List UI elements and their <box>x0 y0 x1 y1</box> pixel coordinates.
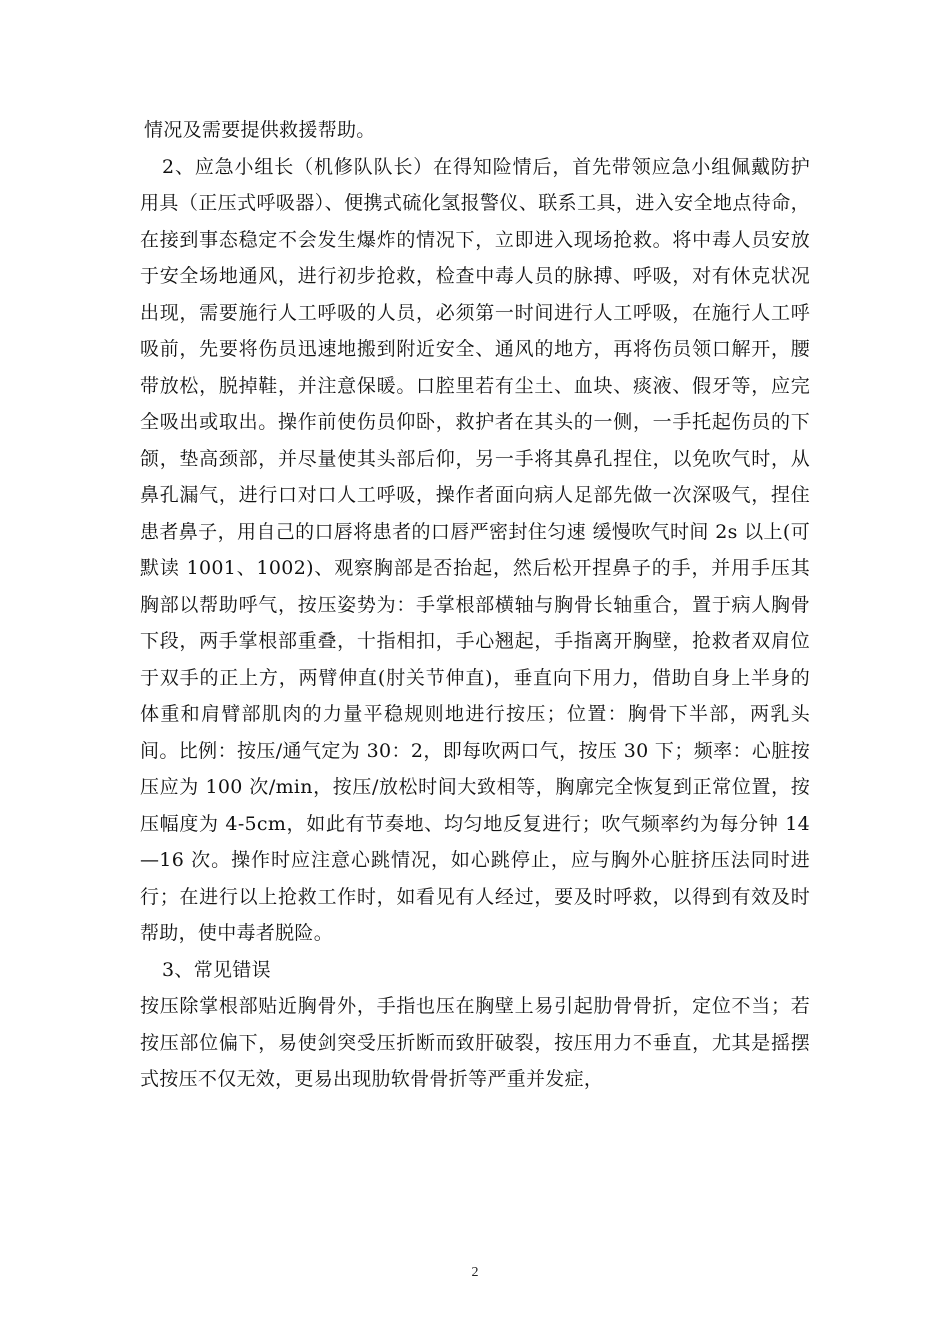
section-heading-3: 3、常见错误 <box>162 958 271 981</box>
document-body <box>140 112 810 1098</box>
paragraph-common-errors: 按压除掌根部贴近胸骨外，手指也压在胸壁上易引起肋骨骨折，定位不当；若按压部位偏下，易使剑突受压折断而致肝破裂，按压用力不垂直，尤其是摇摆式按压不仅无效，更易出现肋软骨骨折等严重并发症， <box>140 995 810 1090</box>
paragraph-item-2: 2、应急小组长（机修队队长）在得知险情后，首先带领应急小组佩戴防护用具（正压式呼吸器）、便携式硫化氢报警仪、联系工具，进入安全地点待命，在接到事态稳定不会发生爆炸的情况下，立即进入现场抢救。将中毒人员安放于安全场地通风，进行初步抢救，检查中毒人员的脉搏、呼吸，对有休克状况出现，需要施行人工呼吸的人员，必须第一时间进行人工呼吸，在施行人工呼吸前，先要将伤员迅速地搬到附近安全、通风的地方，再将伤员领口解开，腰带放松，脱掉鞋，并注意保暖。口腔里若有尘土、血块、痰液、假牙等，应完全吸出或取出。操作前使伤员仰卧，救护者在其头的一侧，一手托起伤员的下颌，垫高颈部，并尽量使其头部后仰，另一手将其鼻孔捏住，以免吹气时，从鼻孔漏气，进行口对口人工呼吸，操作者面向病人足部先做一次深吸气，捏住患者鼻子，用自己的口唇将患者的口唇严密封住匀速 缓慢吹气时间 2s 以上(可默读 1001、1002)、观察胸部是否抬起，然后松开捏鼻子的手，并用手压其胸部以帮助呼气，按压姿势为：手掌根部横轴与胸骨长轴重合，置于病人胸骨下段，两手掌根部重叠，十指相扣，手心翘起，手指离开胸壁，抢救者双肩位于双手的正上方，两臂伸直(肘关节伸直)，垂直向下用力，借助自身上半身的体重和肩臂部肌肉的力量平稳规则地进行按压；位置：胸骨下半部，两乳头间。比例：按压/通气定为 30：2，即每吹两口气，按压 30 下；频率：心脏按压应为 100 次/min，按压/放松时间大致相等，胸廓完全恢复到正常位置，按压幅度为 4-5cm，如此有节奏地、均匀地反复进行；吹气频率约为每分钟 14—16 次。操作时应注意心跳情况，如心跳停止，应与胸外心脏挤压法同时进行；在进行以上抢救工作时，如看见有人经过，要及时呼救，以得到有效及时帮助，使中毒者脱险。 <box>140 155 810 944</box>
paragraph-continuation: 情况及需要提供救援帮助。 <box>144 119 376 141</box>
page-number: 2 <box>471 1265 479 1280</box>
